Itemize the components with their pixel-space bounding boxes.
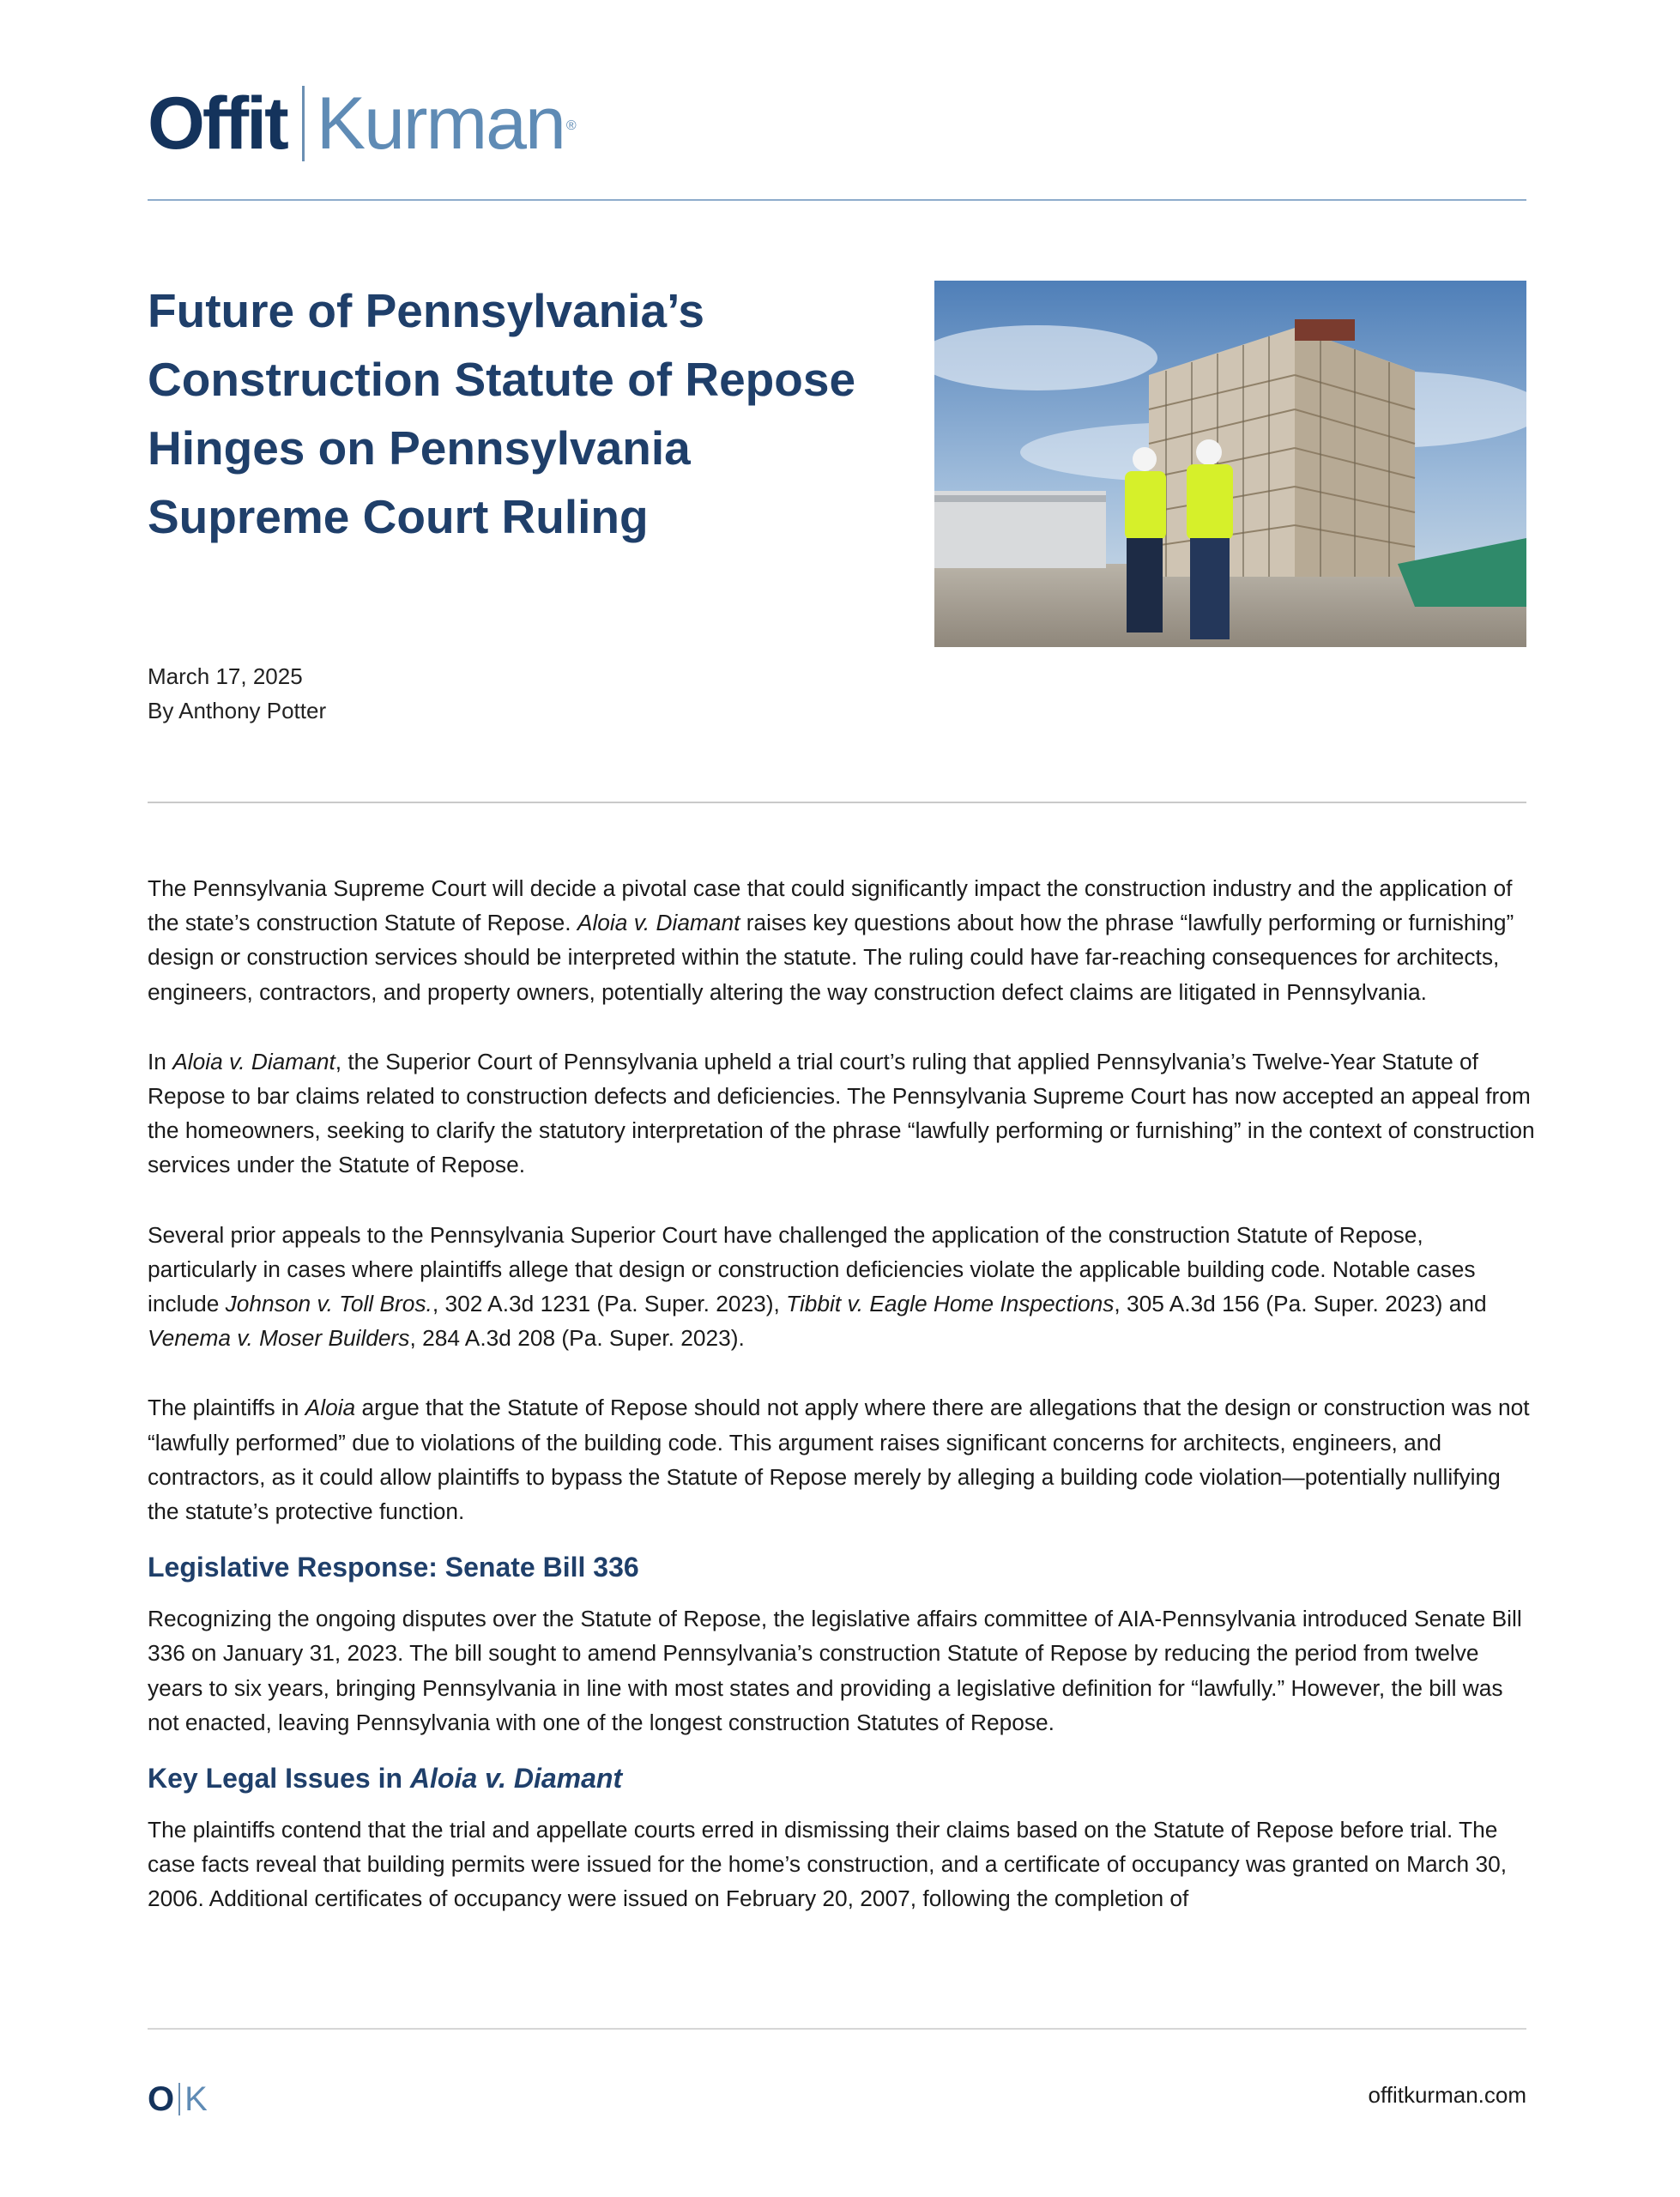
footer-divider bbox=[148, 2028, 1526, 2030]
footer-website-link[interactable]: offitkurman.com bbox=[1368, 2082, 1526, 2108]
article-meta bbox=[148, 659, 326, 728]
text-run: Several prior appeals to the Pennsylvania Superior Court have challenged the application of the construction Statute of Repose, particularly in cases where plaintiffs allege that design or construction deficiencies violate the applicable building code. Notable cases include bbox=[148, 1221, 1476, 1317]
paragraph-case-facts: The plaintiffs contend that the trial and appellate courts erred in dismissing their claims based on the Statute of Repose before trial. The case facts reveal that building permits were issued for the home’s construction, and a certificate of occupancy was granted on March 30, 2006. Additional certificates of occupancy were issued on February 20, 2007, following the completion of bbox=[148, 1817, 1508, 1912]
case-name: Aloia bbox=[305, 1395, 356, 1421]
text-run: , 284 A.3d 208 (Pa. Super. 2023). bbox=[409, 1325, 745, 1352]
heading-text: Key Legal Issues in bbox=[148, 1763, 410, 1795]
heading-case-name: Aloia v. Diamant bbox=[409, 1763, 623, 1795]
text-run: The plaintiffs in bbox=[148, 1395, 305, 1421]
heading-legislative-response: Legislative Response: Senate Bill 336 bbox=[148, 1552, 639, 1583]
footer-logo-o: O bbox=[148, 2080, 175, 2118]
paragraph-senate-bill: Recognizing the ongoing disputes over the Statute of Repose, the legislative affairs committee of AIA-Pennsylvania introduced Senate Bill 336 on January 31, 2023. The bill sought to amend Pennsylvania’s construction Statute of Repose by reducing the period from twelve years to six years, bringing Pennsylvania in line with most states and providing a legislative definition for “lawfully.” However, the bill was not enacted, leaving Pennsylvania with one of the longest construction Statutes of Repose. bbox=[148, 1606, 1522, 1735]
paragraph-plaintiffs-argument bbox=[148, 1390, 1538, 1528]
case-name: Aloia v. Diamant bbox=[172, 1048, 335, 1074]
footer-logo-divider bbox=[178, 2083, 180, 2115]
author-byline: By Anthony Potter bbox=[148, 698, 327, 723]
case-name: Venema v. Moser Builders bbox=[148, 1325, 410, 1352]
offit-kurman-logo[interactable] bbox=[148, 84, 577, 163]
text-run: , 302 A.3d 1231 (Pa. Super. 2023), bbox=[432, 1291, 787, 1317]
text-run: The Pennsylvania Supreme Court will decide a pivotal case that could significantly impact the construction industry and the application of the state’s construction Statute of Repose. bbox=[148, 875, 1513, 936]
header-divider bbox=[148, 199, 1526, 201]
case-name: Aloia v. Diamant bbox=[577, 910, 740, 936]
text-run: argue that the Statute of Repose should not apply where there are allegations that the design or construction was not “lawfully performed” due to violations of the building code. This argument raises significant concerns for architects, engineers, and contractors, as it could allow plaintiffs to bypass the Statute of Repose merely by alleging a building code violation—potentially nullifying the statute’s protective function. bbox=[148, 1395, 1530, 1525]
logo-kurman-text: Kurman bbox=[316, 82, 565, 165]
logo-divider bbox=[302, 86, 305, 161]
article-body bbox=[148, 871, 1538, 1952]
heading-key-legal-issues bbox=[148, 1761, 1538, 1795]
publish-date: March 17, 2025 bbox=[148, 663, 303, 689]
case-name: Johnson v. Toll Bros. bbox=[225, 1291, 432, 1317]
footer-logo[interactable] bbox=[148, 2080, 208, 2118]
case-name: Tibbit v. Eagle Home Inspections bbox=[786, 1291, 1115, 1317]
text-run: , 305 A.3d 156 (Pa. Super. 2023) and bbox=[1114, 1291, 1487, 1317]
footer-logo-k: K bbox=[184, 2080, 208, 2118]
logo-offit-text: Offit bbox=[148, 82, 287, 165]
paragraph-intro bbox=[148, 871, 1538, 1009]
text-run: In bbox=[148, 1048, 173, 1074]
paragraph-superior-court bbox=[148, 1044, 1538, 1183]
article-title: Future of Pennsylvania’s Construction Statute of Repose Hinges on Pennsylvania Supreme Court Ruling bbox=[148, 284, 856, 543]
paragraph-prior-appeals bbox=[148, 1218, 1538, 1356]
text-run: raises key questions about how the phrase “lawfully performing or furnishing” design or construction services should be interpreted within the statute. The ruling could have far-reaching consequences for architects, engineers, contractors, and property owners, potentially altering the way construction defect claims are litigated in Pennsylvania. bbox=[148, 910, 1514, 1005]
section-divider bbox=[148, 802, 1526, 803]
text-run: , the Superior Court of Pennsylvania upheld a trial court’s ruling that applied Pennsylvania’s Twelve-Year Statute of Repose to bar claims related to construction defects and deficiencies. The Pennsylvania Supreme Court has now accepted an appeal from the homeowners, seeking to clarify the statutory interpretation of the phrase “lawfully performing or furnishing” in the context of construction services under the Statute of Repose. bbox=[148, 1048, 1535, 1178]
registered-mark: ® bbox=[565, 118, 577, 133]
construction-site-photo bbox=[934, 281, 1526, 647]
